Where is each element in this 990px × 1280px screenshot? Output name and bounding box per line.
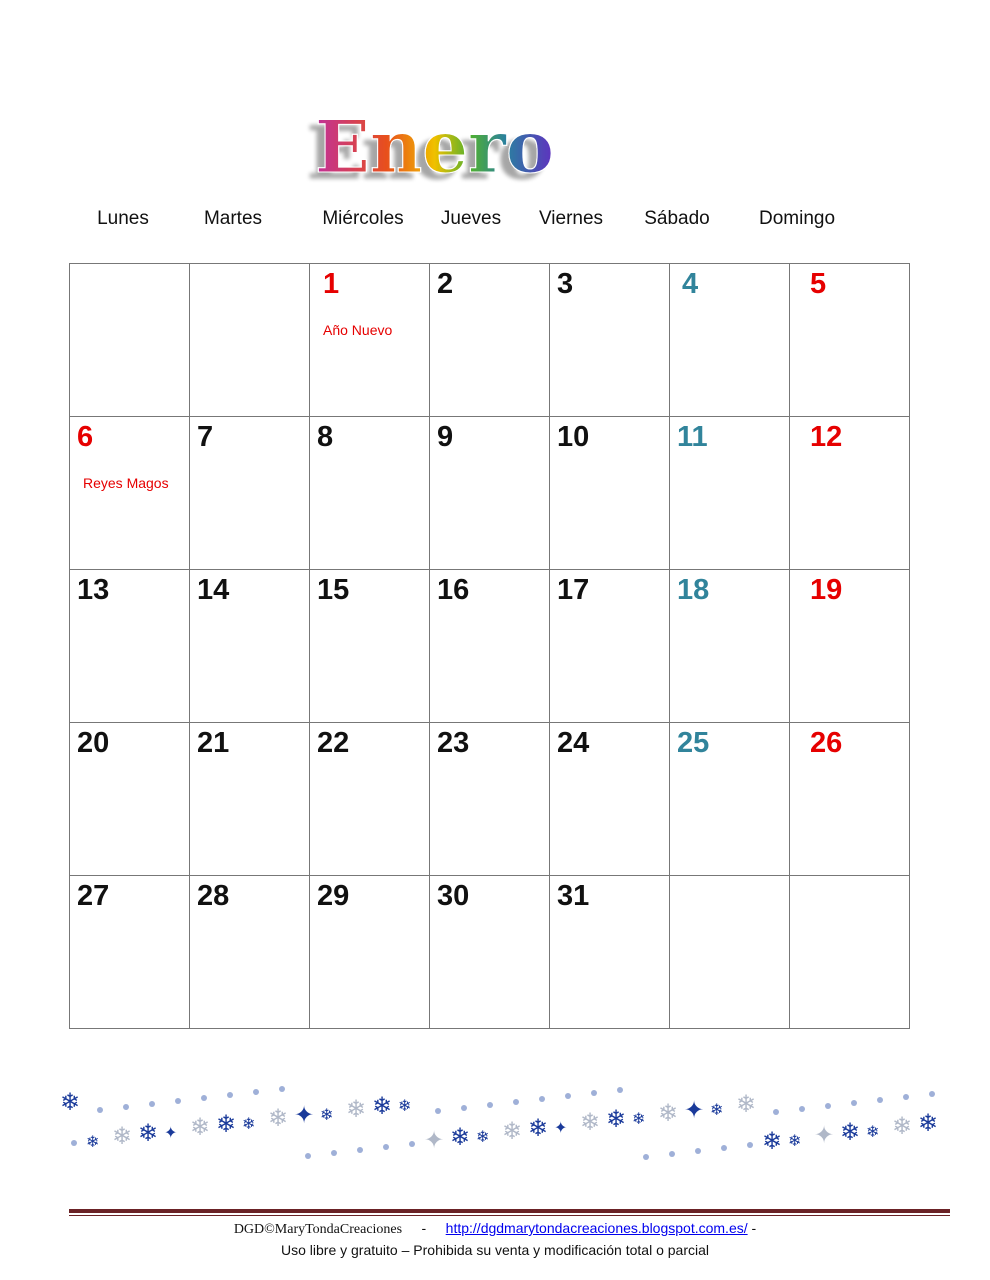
snowflake-border-decoration	[50, 1080, 939, 1160]
bead-icon	[253, 1089, 259, 1095]
snowflake-icon: ❄	[658, 1100, 679, 1127]
snowflake-icon: ❄	[580, 1109, 601, 1136]
snowflake-icon: ❄	[892, 1113, 913, 1140]
day-number: 15	[317, 574, 350, 606]
day-number: 22	[317, 727, 350, 759]
snowflake-icon: ❄	[60, 1089, 81, 1116]
day-cell[interactable]	[190, 264, 310, 417]
day-number: 9	[437, 421, 454, 453]
bead-icon	[435, 1108, 441, 1114]
day-number: 26	[810, 727, 843, 759]
day-number: 18	[677, 574, 710, 606]
bead-icon	[643, 1154, 649, 1160]
bead-icon	[409, 1141, 415, 1147]
day-number: 10	[557, 421, 590, 453]
day-cell[interactable]	[790, 264, 910, 417]
day-cell[interactable]	[310, 876, 430, 1029]
day-cell[interactable]	[670, 264, 790, 417]
day-cell[interactable]	[310, 723, 430, 876]
day-cell[interactable]	[550, 264, 670, 417]
weekday-header: Jueves	[440, 208, 502, 229]
day-number: 5	[810, 268, 827, 300]
day-cell[interactable]	[70, 723, 190, 876]
day-number: 27	[77, 880, 110, 912]
day-cell[interactable]	[790, 570, 910, 723]
week-row	[70, 264, 910, 417]
footer-separator: -	[421, 1220, 427, 1236]
bead-icon	[305, 1153, 311, 1159]
day-number: 17	[557, 574, 590, 606]
week-row	[70, 417, 910, 570]
snowflake-icon: ❄	[138, 1120, 159, 1147]
weekday-header: Lunes	[97, 208, 149, 229]
snowflake-icon: ❄	[242, 1116, 256, 1133]
snowflake-icon: ❄	[346, 1096, 367, 1123]
bead-icon	[539, 1096, 545, 1102]
day-number: 11	[677, 421, 708, 453]
day-number: 16	[437, 574, 470, 606]
day-number: 25	[677, 727, 710, 759]
bead-icon	[383, 1144, 389, 1150]
snowflake-icon: ❄	[632, 1111, 646, 1128]
day-cell[interactable]	[790, 417, 910, 570]
bead-icon	[565, 1093, 571, 1099]
day-number: 1	[323, 268, 340, 300]
holiday-note: Reyes Magos	[83, 475, 169, 491]
footer-license: Uso libre y gratuito – Prohibida su venta y modificación total o parcial	[281, 1242, 709, 1258]
day-number: 3	[557, 268, 574, 300]
day-cell[interactable]	[190, 876, 310, 1029]
bead-icon	[695, 1148, 701, 1154]
day-cell[interactable]	[70, 417, 190, 570]
bead-icon	[357, 1147, 363, 1153]
bead-icon	[227, 1092, 233, 1098]
week-row	[70, 723, 910, 876]
title-text: Enero	[315, 104, 554, 189]
day-cell[interactable]	[190, 570, 310, 723]
day-number: 28	[197, 880, 230, 912]
month-title-wordart	[290, 104, 640, 189]
footer-credit: DGD©MaryTondaCreaciones	[233, 1222, 403, 1237]
day-cell[interactable]	[550, 876, 670, 1029]
day-cell[interactable]	[670, 723, 790, 876]
footer-rule-thin	[69, 1215, 950, 1216]
bead-icon	[851, 1100, 857, 1106]
day-number: 20	[77, 727, 110, 759]
calendar-grid	[69, 263, 910, 1029]
day-number: 24	[557, 727, 590, 759]
snowflake-icon: ❄	[788, 1133, 802, 1150]
day-cell[interactable]	[790, 723, 910, 876]
bead-icon	[149, 1101, 155, 1107]
snowflake-icon: ✦	[684, 1097, 705, 1124]
day-number: 31	[557, 880, 590, 912]
snowflake-icon: ✦	[424, 1127, 445, 1154]
week-row	[70, 876, 910, 1029]
bead-icon	[903, 1094, 909, 1100]
bead-icon	[97, 1107, 103, 1113]
weekday-header: Miércoles	[322, 208, 404, 229]
day-number: 8	[317, 421, 334, 453]
snowflake-icon: ❄	[918, 1110, 939, 1137]
bead-icon	[747, 1142, 753, 1148]
day-cell[interactable]	[670, 417, 790, 570]
bead-icon	[877, 1097, 883, 1103]
day-cell[interactable]	[70, 876, 190, 1029]
day-cell[interactable]	[550, 570, 670, 723]
day-number: 4	[682, 268, 699, 300]
weekday-header: Domingo	[758, 208, 836, 229]
footer-rule	[69, 1209, 950, 1213]
bead-icon	[929, 1091, 935, 1097]
snowflake-icon: ❄	[216, 1111, 237, 1138]
day-number: 13	[77, 574, 110, 606]
footer-credit-line	[0, 1219, 990, 1239]
day-number: 23	[437, 727, 470, 759]
day-cell[interactable]	[430, 723, 550, 876]
snowflake-icon: ✦	[814, 1122, 835, 1149]
snowflake-icon: ❄	[372, 1093, 393, 1120]
snowflake-icon: ❄	[840, 1119, 861, 1146]
day-number: 12	[810, 421, 843, 453]
bead-icon	[175, 1098, 181, 1104]
day-cell[interactable]	[310, 264, 430, 417]
day-cell[interactable]	[430, 264, 550, 417]
bead-icon	[461, 1105, 467, 1111]
day-cell[interactable]	[430, 417, 550, 570]
footer-separator: -	[751, 1220, 757, 1236]
bead-icon	[721, 1145, 727, 1151]
footer-link[interactable]: http://dgdmarytondacreaciones.blogspot.com.es/	[445, 1220, 748, 1236]
weekday-header: Viernes	[538, 208, 604, 229]
day-cell[interactable]	[670, 876, 790, 1029]
snowflake-icon: ❄	[476, 1129, 490, 1146]
bead-icon	[825, 1103, 831, 1109]
snowflake-icon: ❄	[762, 1128, 783, 1155]
snowflake-icon: ❄	[86, 1134, 100, 1151]
day-number: 30	[437, 880, 470, 912]
day-number: 21	[197, 727, 230, 759]
day-cell[interactable]	[790, 876, 910, 1029]
bead-icon	[487, 1102, 493, 1108]
day-cell[interactable]	[550, 417, 670, 570]
day-number: 29	[317, 880, 350, 912]
snowflake-icon: ❄	[398, 1098, 412, 1115]
bead-icon	[201, 1095, 207, 1101]
day-cell[interactable]	[190, 723, 310, 876]
day-cell[interactable]	[550, 723, 670, 876]
snowflake-icon: ❄	[320, 1107, 334, 1124]
weekday-header: Sábado	[644, 208, 710, 229]
day-number: 2	[437, 268, 454, 300]
snowflake-icon: ❄	[710, 1102, 724, 1119]
bead-icon	[773, 1109, 779, 1115]
snowflake-icon: ❄	[190, 1114, 211, 1141]
bead-icon	[331, 1150, 337, 1156]
snowflake-icon: ❄	[866, 1124, 880, 1141]
snowflake-icon: ❄	[606, 1106, 627, 1133]
day-cell[interactable]	[310, 417, 430, 570]
day-number: 14	[197, 574, 230, 606]
bead-icon	[799, 1106, 805, 1112]
bead-icon	[513, 1099, 519, 1105]
bead-icon	[279, 1086, 285, 1092]
snowflake-icon: ✦	[294, 1102, 315, 1129]
snowflake-icon: ✦	[164, 1125, 178, 1142]
bead-icon	[71, 1140, 77, 1146]
snowflake-icon: ❄	[450, 1124, 471, 1151]
snowflake-icon: ❄	[736, 1091, 757, 1118]
holiday-note: Año Nuevo	[323, 322, 393, 338]
day-number: 19	[810, 574, 843, 606]
day-number: 7	[197, 421, 214, 453]
day-cell[interactable]	[70, 570, 190, 723]
bead-icon	[591, 1090, 597, 1096]
snowflake-icon: ❄	[502, 1118, 523, 1145]
day-cell[interactable]	[190, 417, 310, 570]
day-cell[interactable]	[70, 264, 190, 417]
day-cell[interactable]	[430, 876, 550, 1029]
day-number: 6	[77, 421, 94, 453]
snowflake-icon: ❄	[112, 1123, 133, 1150]
snowflake-icon: ❄	[268, 1105, 289, 1132]
bead-icon	[123, 1104, 129, 1110]
day-cell[interactable]	[430, 570, 550, 723]
snowflake-icon: ✦	[554, 1120, 568, 1137]
bead-icon	[669, 1151, 675, 1157]
weekday-header: Martes	[203, 208, 263, 229]
snowflake-icon: ❄	[528, 1115, 549, 1142]
day-cell[interactable]	[670, 570, 790, 723]
week-row	[70, 570, 910, 723]
day-cell[interactable]	[310, 570, 430, 723]
bead-icon	[617, 1087, 623, 1093]
